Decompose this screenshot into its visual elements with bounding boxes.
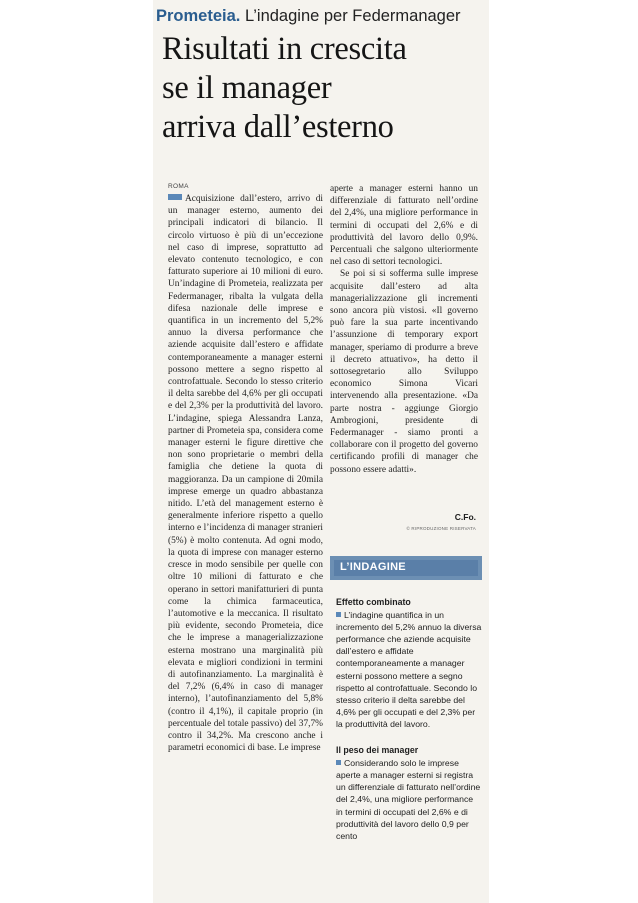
sidebar-header-label: L’INDAGINE <box>334 560 478 576</box>
kicker-brand: Prometeia. <box>156 7 241 25</box>
sidebar-section-text <box>336 609 482 730</box>
author-signature: C.Fo. <box>454 512 476 522</box>
kicker-subtitle: L’indagine per Federmanager <box>244 7 461 25</box>
headline <box>162 30 482 147</box>
sidebar-header <box>330 556 482 580</box>
lead-marker-icon <box>168 194 182 200</box>
sidebar-body <box>336 596 482 856</box>
article-paragraph: aperte a manager esterni hanno un differenziale di fatturato nell’ordine del 2,4%, una migliore performance in termini di occupati del 2,6% e di produttività del lavoro dello 0,9%. Percentuali che salgono ulteriormente nel caso di settori tecnologici. <box>330 184 478 268</box>
sidebar-section-body: Considerando solo le imprese aperte a manager esterni si registra un differenziale di fatturato nell’ordine del 2,4%, una migliore performance in termini di occupati del 2,6% e di produttività del lavoro dello 0,9 per cento <box>336 758 481 841</box>
bullet-square-icon <box>336 612 341 617</box>
paragraph-text: Acquisizione dall’estero, arrivo di un manager esterno, aumento dei principali indicatori di bilancio. Il circolo virtuoso è più di un’eccezione nel caso di imprese, soprattutto ad elevato contenuto tecnologico, e con fatturato superiore ai 10 milioni di euro. Un’indagine di Prometeia, realizzata per Federmanager, ribalta la vulgata della difesa nazionale delle imprese e quantifica in un incremento del 5,2% annuo la diversa performance che aziende acquisite dall’estero e affidate contemporaneamente a manager esterni possono mettere a segno rispetto al controfattuale. Secondo lo stesso criterio il delta sarebbe del 4,6% per gli occupati e del 2,3% per la produttività del lavoro. L’indagine, spiega Alessandra Lanza, partner di Prometeia spa, considera come manager esterni le figure direttive che non sono proprietarie o membri della famiglia che detiene la quota di maggioranza. Da un campione di 20mila imprese emerge un quadro abbastanza nitido. L’età del management esterno è generalmente inferiore rispetto a quello interno e l’incidenza di manager stranieri (5%) è molto contenuta. Ad ogni modo, la quota di imprese con manager esterno cresce in modo sensibile per quelle con oltre 10 milioni di fatturato e che operano in settori manifatturieri di punta come la chimica farmaceutica, l’automotive e la meccanica. Il risultato più evidente, secondo Prometeia, dice che le imprese a managerializzazione esterna mostrano una marginalità più elevata e migliori condizioni in termini di autofinanziamento. La marginalità è del 7,2% (6,4% in caso di manager interno), l’autofinanziamento del 5,8% (contro il 4,1%), il capitale proprio (in percentuale del totale passivo) del 37,7% contro il 34,2%. Ma crescono anche i parametri economici di base. Le imprese <box>168 194 323 754</box>
sidebar-section-title: Il peso dei manager <box>336 745 419 756</box>
article-column-left <box>168 193 323 754</box>
dateline: ROMA <box>168 183 189 190</box>
headline-line-3: arriva dall’esterno <box>162 109 394 145</box>
bullet-square-icon <box>336 760 341 765</box>
article-paragraph: Se poi si si sofferma sulle imprese acquisite dall’estero ad alta managerializzazione gli incrementi sono ancora più vistosi. «Il governo può fare la sua parte incentivando l’assunzione di temporary export manager, speriamo di produrre a breve il decreto attuativo», ha detto il sottosegretario allo Sviluppo economico Simona Vicari intervenendo alla presentazione. «Da parte nostra - aggiunge Giorgio Ambrogioni, presidente di Federmanager - siamo pronti a collaborare con il progetto del governo certificando profili di manager che possono essere adatti». <box>330 269 478 475</box>
headline-line-2: se il manager <box>162 70 332 106</box>
sidebar-section-title: Effetto combinato <box>336 597 411 607</box>
article-paragraph <box>168 193 323 754</box>
sidebar-section-text <box>336 757 482 842</box>
sidebar-section-body: L’indagine quantifica in un incremento del 5,2% annuo la diversa performance che aziende acquisite dall’estero e affidate contemporaneamente a manager esterni possono mettere a segno rispetto al controfattuale. Secondo lo stesso criterio il delta sarebbe del 4,6% per gli occupati e del 2,3% per la produttività del lavoro. <box>336 610 482 729</box>
sidebar-box <box>330 556 482 901</box>
copyright-notice: © RIPRODUZIONE RISERVATA <box>406 526 476 531</box>
headline-line-1: Risultati in crescita <box>162 31 407 67</box>
kicker <box>156 7 486 26</box>
article-column-right <box>330 183 478 476</box>
